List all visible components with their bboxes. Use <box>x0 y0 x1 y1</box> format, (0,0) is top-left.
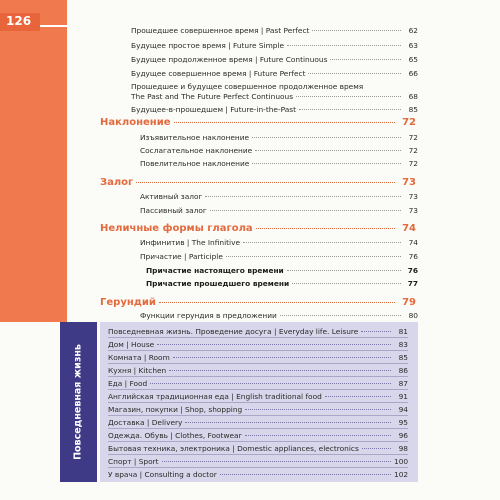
dot-leader <box>292 283 401 284</box>
toc-entry-page: 65 <box>408 55 418 64</box>
toc-entry-label: Повелительное наклонение <box>140 159 250 168</box>
toc-heading-gerund[interactable] <box>100 297 416 308</box>
toc-entry-page: 76 <box>408 252 418 261</box>
toc-entry-label: Активный залог <box>140 192 203 201</box>
dot-leader <box>280 315 401 316</box>
dot-leader <box>255 150 401 151</box>
heading-page: 73 <box>402 177 416 188</box>
dot-leader <box>330 59 401 60</box>
heading-label: Герундий <box>100 297 156 308</box>
toc-subentry[interactable] <box>140 238 418 247</box>
toc-entry[interactable] <box>131 105 418 114</box>
section-tab-label: Повседневная жизнь <box>72 344 84 460</box>
orange-margin-band <box>0 0 67 322</box>
dot-leader <box>287 270 401 271</box>
dot-leader <box>205 196 401 197</box>
toc-entry-page: 76 <box>407 266 418 275</box>
dot-leader <box>299 109 401 110</box>
toc-entry[interactable] <box>108 379 408 390</box>
toc-entry[interactable] <box>131 69 418 78</box>
dot-leader <box>362 448 391 449</box>
toc-entry-page: 73 <box>408 206 418 215</box>
toc-entry-page: 66 <box>408 69 418 78</box>
toc-entry-label: Причастие прошедшего времени <box>146 279 290 288</box>
dot-leader <box>169 370 391 371</box>
toc-entry-label: Спорт | Sport <box>108 457 159 466</box>
toc-entry-page: 62 <box>408 26 418 35</box>
toc-entry-label: Будущее простое время | Future Simple <box>131 41 285 50</box>
toc-entry-label: Английская традиционная еда | English traditional food <box>108 392 322 401</box>
dot-leader <box>256 228 395 229</box>
toc-entry-page: 72 <box>408 146 418 155</box>
toc-entry-label: The Past and The Future Perfect Continuous <box>131 92 294 101</box>
toc-entry[interactable] <box>108 457 408 468</box>
dot-leader <box>174 122 396 123</box>
toc-entry-label: Функции герундия в предложении <box>140 311 277 320</box>
toc-entry-label: Одежда. Обувь | Clothes, Footwear <box>108 431 242 440</box>
toc-entry-page: 87 <box>398 379 408 388</box>
dot-leader <box>312 30 401 31</box>
heading-page: 74 <box>402 223 416 234</box>
toc-entry-page: 98 <box>398 444 408 453</box>
dot-leader <box>159 302 395 303</box>
dot-leader <box>185 422 391 423</box>
toc-entry-page: 85 <box>408 105 418 114</box>
heading-label: Неличные формы глагола <box>100 223 253 234</box>
toc-heading-mood[interactable] <box>100 117 416 128</box>
heading-label: Наклонение <box>100 117 171 128</box>
toc-heading-nonfinite[interactable] <box>100 223 416 234</box>
toc-entry-label: Прошедшее и будущее совершенное продолженное время <box>131 82 364 91</box>
toc-subsubentry[interactable] <box>146 266 418 275</box>
dot-leader <box>245 435 391 436</box>
toc-entry-label: Прошедшее совершенное время | Past Perfect <box>131 26 310 35</box>
toc-entry[interactable] <box>108 444 408 455</box>
toc-subentry[interactable] <box>140 192 418 201</box>
toc-subentry[interactable] <box>140 252 418 261</box>
toc-entry-label: Кухня | Kitchen <box>108 366 167 375</box>
toc-entry[interactable] <box>131 41 418 50</box>
toc-entry-label: Будущее совершенное время | Future Perfect <box>131 69 306 78</box>
toc-entry-page: 96 <box>398 431 408 440</box>
toc-entry-page: 74 <box>408 238 418 247</box>
dot-leader <box>245 409 391 410</box>
toc-entry-line2[interactable] <box>131 92 418 101</box>
toc-entry-label: Будущее продолженное время | Future Continuous <box>131 55 328 64</box>
toc-entry[interactable] <box>131 26 418 35</box>
dot-leader <box>210 210 401 211</box>
toc-subentry[interactable] <box>140 311 418 320</box>
toc-entry-page: 86 <box>398 366 408 375</box>
toc-entry-page: 94 <box>398 405 408 414</box>
toc-entry-label: Дом | House <box>108 340 155 349</box>
toc-entry-label: Инфинитив | The Infinitive <box>140 238 240 247</box>
toc-entry-label: Пассивный залог <box>140 206 207 215</box>
toc-entry[interactable] <box>108 340 408 351</box>
heading-label: Залог <box>100 177 134 188</box>
toc-entry[interactable] <box>108 353 408 364</box>
toc-entry-label: Бытовая техника, электроника | Domestic appliances, electronics <box>108 444 359 453</box>
toc-entry[interactable] <box>108 392 408 403</box>
toc-entry-page: 102 <box>394 470 409 479</box>
everyday-section <box>100 322 418 482</box>
dot-leader <box>162 461 391 462</box>
heading-page: 72 <box>402 117 416 128</box>
dot-leader <box>325 396 391 397</box>
toc-entry-page: 85 <box>398 353 408 362</box>
toc-entry-page: 80 <box>408 311 418 320</box>
toc-entry-page: 77 <box>407 279 418 288</box>
toc-entry-page: 83 <box>398 340 408 349</box>
toc-entry[interactable] <box>108 366 408 377</box>
dot-leader <box>296 96 401 97</box>
toc-entry-label: У врача | Consulting a doctor <box>108 470 217 479</box>
toc-entry-line1[interactable] <box>131 82 418 91</box>
dot-leader <box>150 383 391 384</box>
page-number-rule <box>40 25 67 27</box>
toc-entry-page: 91 <box>398 392 408 401</box>
toc-heading-voice[interactable] <box>100 177 416 188</box>
dot-leader <box>243 242 401 243</box>
toc-subentry[interactable] <box>140 133 418 142</box>
toc-subentry[interactable] <box>140 206 418 215</box>
toc-entry-label: Изъявительное наклонение <box>140 133 250 142</box>
dot-leader <box>220 474 391 475</box>
toc-entry-label: Причастие настоящего времени <box>146 266 284 275</box>
dot-leader <box>157 344 391 345</box>
dot-leader <box>136 182 395 183</box>
toc-entry-label: Причастие | Participle <box>140 252 223 261</box>
page-number: 126 <box>6 14 32 28</box>
dot-leader <box>361 331 391 332</box>
dot-leader <box>252 137 401 138</box>
dot-leader <box>173 357 391 358</box>
toc-entry-page: 95 <box>398 418 408 427</box>
toc-subsubentry[interactable] <box>146 279 418 288</box>
dot-leader <box>226 256 401 257</box>
toc-entry-page: 73 <box>408 192 418 201</box>
toc-entry-label: Будущее-в-прошедшем | Future-in-the-Past <box>131 105 297 114</box>
toc-entry-label: Сослагательное наклонение <box>140 146 253 155</box>
toc-entry-page: 72 <box>408 133 418 142</box>
toc-entry[interactable] <box>108 405 408 416</box>
dot-leader <box>252 163 401 164</box>
toc-subentry[interactable] <box>140 146 418 155</box>
dot-leader <box>287 45 401 46</box>
toc-entry-label: Повседневная жизнь. Проведение досуга | Everyday life. Leisure <box>108 327 359 336</box>
toc-entry-label: Доставка | Delivery <box>108 418 183 427</box>
toc-entry[interactable] <box>108 431 408 442</box>
toc-entry-label: Магазин, покупки | Shop, shopping <box>108 405 243 414</box>
toc-entry-page: 81 <box>398 327 408 336</box>
toc-entry[interactable] <box>108 327 408 338</box>
toc-entry-page: 68 <box>408 92 418 101</box>
toc-entry-page: 72 <box>408 159 418 168</box>
toc-entry-label: Комната | Room <box>108 353 170 362</box>
toc-subentry[interactable] <box>140 159 418 168</box>
toc-entry[interactable] <box>131 55 418 64</box>
heading-page: 79 <box>402 297 416 308</box>
toc-entry[interactable] <box>108 470 408 480</box>
toc-entry-label: Еда | Food <box>108 379 148 388</box>
toc-entry-page: 100 <box>394 457 409 466</box>
toc-entry-page: 63 <box>408 41 418 50</box>
toc-entry[interactable] <box>108 418 408 429</box>
dot-leader <box>308 73 401 74</box>
